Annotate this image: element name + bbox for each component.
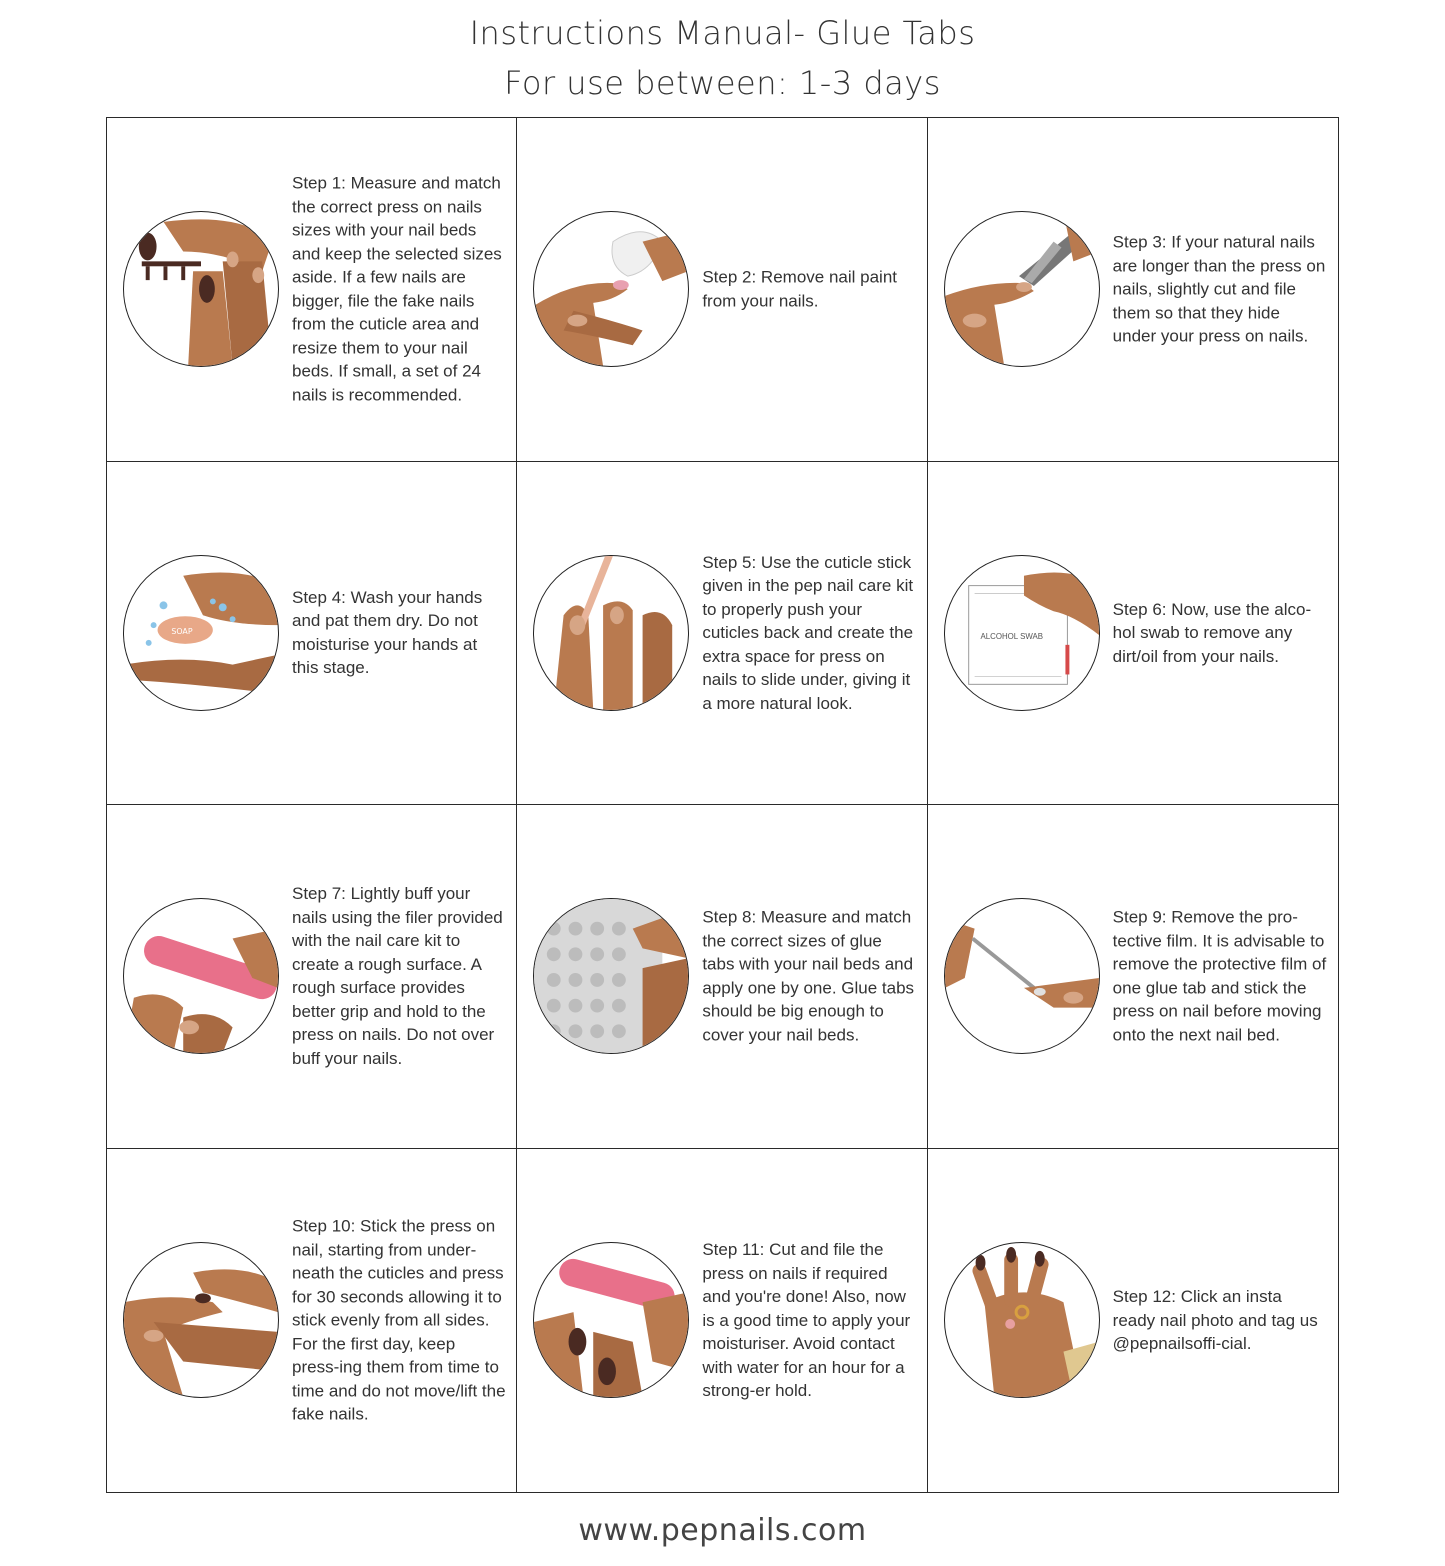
- step-3-illustration: [944, 211, 1100, 367]
- step-cell-7: [107, 805, 517, 1149]
- step-6-illustration: [944, 555, 1100, 711]
- step-cell-4: [107, 462, 517, 806]
- step-8-illustration: [533, 898, 689, 1054]
- soap-label: SOAP: [171, 626, 193, 636]
- step-1-illustration: [123, 211, 279, 367]
- step-10-text: Step 10: Stick the press on nail, starting from under-neath the cuticles and press for 30 seconds allowing it to stick evenly from all sides. For the first day, keep press-ing them from time to time and do not move/lift the fake nails.: [292, 1216, 506, 1424]
- step-11-illustration: [533, 1242, 689, 1398]
- page-subtitle: For use between: 1-3 days: [504, 64, 941, 102]
- step-12-text: Step 12: Click an insta ready nail photo and tag us @pepnailsoffi-cial.: [1112, 1287, 1318, 1353]
- step-cell-2: [517, 118, 927, 462]
- step-6-text: Step 6: Now, use the alco-hol swab to remove any dirt/oil from your nails.: [1112, 599, 1312, 666]
- step-cell-8: [517, 805, 927, 1149]
- website-url[interactable]: www.pepnails.com: [578, 1513, 867, 1548]
- alcohol-swab-label: ALCOHOL SWAB: [980, 631, 1043, 641]
- page-title: Instructions Manual- Glue Tabs: [469, 14, 976, 52]
- step-3-text: Step 3: If your natural nails are longer than the press on nails, slightly cut and file them so that they hide under your press on nails.: [1112, 232, 1326, 346]
- step-1-text: Step 1: Measure and match the correct press on nails sizes with your nail beds and keep the selected sizes aside. If a few nails are bigger, file the fake nails from the cuticle area and resize them to your nail beds. If small, a set of 24 nails is recommended.: [292, 173, 502, 405]
- step-cell-5: [517, 462, 927, 806]
- step-2-text: Step 2: Remove nail paint from your nails.: [702, 267, 897, 311]
- step-cell-6: [928, 462, 1338, 806]
- step-7-illustration: [123, 898, 279, 1054]
- step-9-text: Step 9: Remove the pro-tective film. It is advisable to remove the protective film of one glue tab and stick the press on nail before moving onto the next nail bed.: [1112, 907, 1327, 1045]
- step-5-text: Step 5: Use the cuticle stick given in the pep nail care kit to properly push your cuticles back and create the extra space for press on nails to slide under, giving it a more natural look.: [702, 552, 914, 713]
- step-cell-1: [107, 118, 517, 462]
- steps-grid: [106, 117, 1339, 1493]
- step-4-illustration: [123, 555, 279, 711]
- step-9-illustration: [944, 898, 1100, 1054]
- step-cell-11: [517, 1149, 927, 1493]
- step-cell-9: [928, 805, 1338, 1149]
- step-8-text: Step 8: Measure and match the correct sizes of glue tabs with your nail beds and apply one by one. Glue tabs should be big enough to cover your nail beds.: [702, 907, 915, 1045]
- step-2-illustration: [533, 211, 689, 367]
- step-7-text: Step 7: Lightly buff your nails using the filer provided with the nail care kit to create a rough surface. A rough surface provides better grip and hold to the press on nails. Do not over buff your nails.: [292, 884, 503, 1068]
- step-cell-3: [928, 118, 1338, 462]
- step-11-text: Step 11: Cut and file the press on nails if required and you're done! Also, now is a good time to apply your moisturiser. Avoid contact with water for an hour for a strong-er hold.: [702, 1240, 911, 1400]
- step-12-illustration: [944, 1242, 1100, 1398]
- step-cell-10: [107, 1149, 517, 1493]
- step-10-illustration: [123, 1242, 279, 1398]
- step-cell-12: [928, 1149, 1338, 1493]
- step-5-illustration: [533, 555, 689, 711]
- step-4-text: Step 4: Wash your hands and pat them dry. Do not moisturise your hands at this stage.: [292, 587, 483, 678]
